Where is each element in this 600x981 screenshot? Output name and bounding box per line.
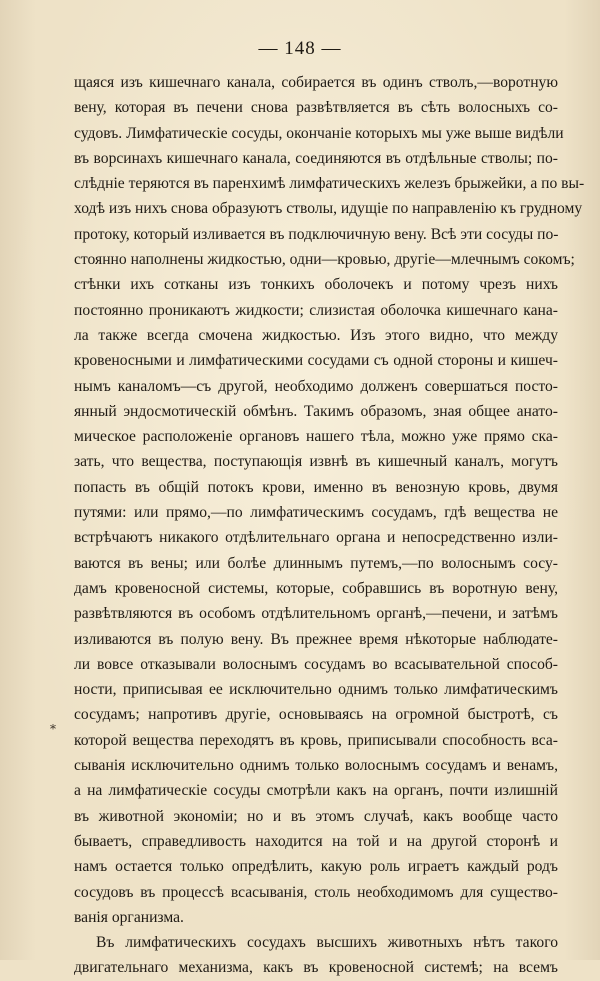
text-line: судовъ. Лимфатическіе сосуды, окончаніе которыхъ мы уже выше видѣли xyxy=(74,124,564,142)
text-line: сосудовъ въ процессѣ всасыванія, столь необходимомъ для существо- xyxy=(74,883,558,901)
text-line: протоку, который изливается въ подключичную вену. Всѣ эти сосуды по- xyxy=(74,225,559,243)
text-line: а на лимфатическіе сосуды смотрѣли какъ на органъ, почти излишній xyxy=(74,782,558,800)
text-line: постоянно проникаютъ жидкости; слизистая оболочка кишечнаго кана- xyxy=(74,301,558,319)
text-line: попасть въ общій потокъ крови, именно въ венозную кровь, двумя xyxy=(74,478,558,496)
text-line: встрѣчаютъ никакого отдѣлительнаго органа и непосредственно изли- xyxy=(74,529,558,547)
text-line: зать, что вещества, поступающія извнѣ въ кишечный каналъ, могутъ xyxy=(74,453,558,471)
text-line: ности, приписывая ее исключительно однимъ только лимфатическимъ xyxy=(74,681,558,699)
text-line: которой вещества переходятъ въ кровь, приписывали способность вса- xyxy=(74,731,558,749)
text-line: въ животной экономіи; но и въ этомъ случаѣ, какъ вообще часто xyxy=(74,807,558,825)
text-line: нымъ каналомъ—съ другой, необходимо долженъ совершаться посто- xyxy=(74,377,558,395)
text-line: щаяся изъ кишечнаго канала, собирается въ одинъ стволъ,—воротную xyxy=(74,74,558,91)
text-line: ходѣ изъ нихъ снова образуютъ стволы, идущіе по направленію къ грудному xyxy=(74,200,583,218)
text-line: стѣнки ихъ сотканы изъ тонкихъ оболочекъ и потому чрезъ нихъ xyxy=(74,276,558,294)
text-line: вену, которая въ печени снова развѣтвляется въ сѣть волосныхъ со- xyxy=(74,99,558,117)
text-line: намъ остается только опредѣлить, какую роль играетъ каждый родъ xyxy=(74,858,558,876)
text-line: ли вовсе отказывали волоснымъ сосудамъ во всасывательной способ- xyxy=(74,655,558,673)
text-line: мическое расположеніе органовъ нашего тѣла, можно уже прямо ска- xyxy=(74,428,558,446)
text-line: дамъ кровеносной системы, которые, собравшись въ воротную вену, xyxy=(74,579,558,597)
text-line: слѣдніе теряются въ паренхимѣ лимфатическихъ железъ брыжейки, а по вы- xyxy=(74,175,585,193)
text-line: развѣтвляются въ особомъ отдѣлительномъ органѣ,—печени, и затѣмъ xyxy=(74,605,558,623)
text-line: ванія организма. xyxy=(74,908,184,926)
text-line: двигательнаго механизма, какъ въ кровеносной системѣ; на всемъ xyxy=(74,959,558,977)
margin-mark: * xyxy=(50,722,56,736)
text-line: стоянно наполнены жидкостью, одни—кровью, другіе—млечнымъ сокомъ; xyxy=(74,251,575,269)
text-line: янный эндосмотическій обмѣнъ. Такимъ образомъ, зная общее анато- xyxy=(74,402,558,420)
text-line: кровеносными и лимфатическими сосудами съ одной стороны и кишеч- xyxy=(74,352,558,370)
body-text xyxy=(74,70,585,981)
text-line: ла также всегда смочена жидкостью. Изъ этого видно, что между xyxy=(74,326,558,344)
text-line: бываетъ, справедливость находится на той и на другой сторонѣ и xyxy=(74,832,558,850)
text-line: путями: или прямо,—по лимфатическимъ сосудамъ, гдѣ вещества не xyxy=(74,504,558,522)
text-line: сыванія исключительно однимъ только волоснымъ сосудамъ и венамъ, xyxy=(74,757,558,775)
text-line: Въ лимфатическихъ сосудахъ высшихъ животныхъ нѣтъ такого xyxy=(96,934,558,952)
page-number: — 148 — xyxy=(258,38,342,59)
text-line: ваются въ вены; или болѣе длиннымъ путемъ,—по волоснымъ сосу- xyxy=(74,554,558,572)
text-line: изливаются въ полую вену. Въ прежнее время нѣкоторые наблюдате- xyxy=(74,630,558,648)
text-line: въ ворсинахъ кишечнаго канала, соединяются въ отдѣльные стволы; по- xyxy=(74,149,558,167)
text-line: сосудамъ; напротивъ другіе, основываясь на огромной быстротѣ, съ xyxy=(74,706,558,724)
